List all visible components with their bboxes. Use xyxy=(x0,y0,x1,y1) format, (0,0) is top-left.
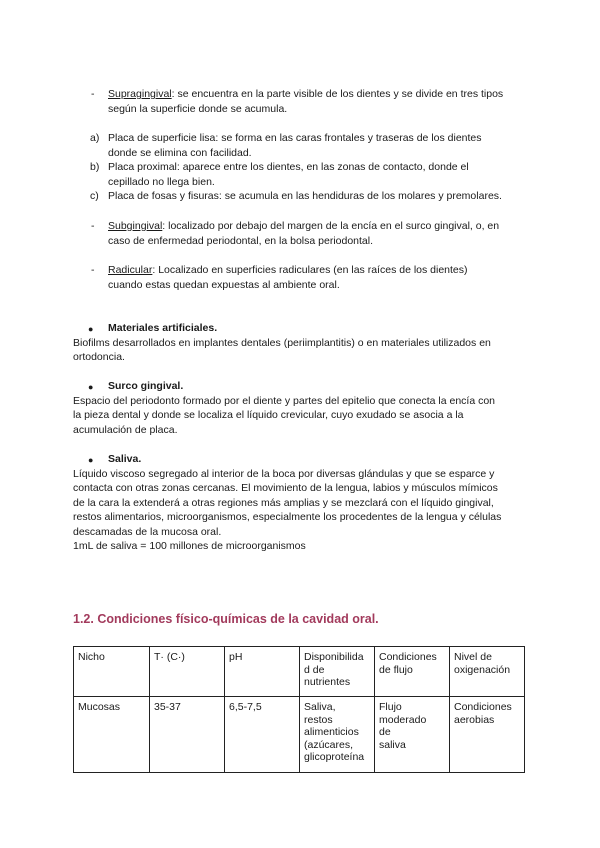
subsection-line: según la superficie donde se acumula. xyxy=(108,102,288,115)
table-row xyxy=(74,697,525,773)
paragraph-line: acumulación de placa. xyxy=(73,423,178,436)
paragraph-line: ortodoncia. xyxy=(73,351,125,363)
header-cell: pH xyxy=(225,647,300,697)
table-cell: Flujo moderado de saliva xyxy=(375,697,450,773)
section-title: Materiales artificiales. xyxy=(108,322,218,334)
section-title: Surco gingival. xyxy=(108,380,184,392)
subsection-line: Subgingival: localizado por debajo del margen de la encía en el surco gingival, o, en xyxy=(108,220,500,232)
paragraph-line: de la cara la extenderá a otras regiones más amplias y se mezclará con el líquido gingival, xyxy=(73,496,494,509)
list-marker: b) xyxy=(90,161,100,173)
list-item: Placa proximal: aparece entre los dientes, en las zonas de contacto, donde el xyxy=(108,161,469,173)
list-item: Placa de superficie lisa: se forma en las caras frontales y traseras de los dientes xyxy=(108,132,482,144)
paragraph-line: Espacio del periodonto formado por el diente y partes del epitelio que conecta la encía con xyxy=(73,394,496,407)
section-heading: 1.2. Condiciones físico-químicas de la cavidad oral. xyxy=(73,612,379,626)
table-cell: Mucosas xyxy=(74,697,150,773)
conditions-table xyxy=(73,646,525,773)
paragraph-line: restos alimentarios, microorganismos, especialmente los procedentes de la lengua y células xyxy=(73,511,502,523)
paragraph-line: 1mL de saliva = 100 millones de microorganismos xyxy=(73,540,306,552)
header-cell: Nicho xyxy=(74,647,150,697)
bullet-icon: ● xyxy=(88,382,94,392)
section-title: Saliva. xyxy=(108,453,142,465)
term-subgingival: Subgingival xyxy=(108,220,163,232)
paragraph-line: la pieza dental y donde se localiza el líquido crevicular, cuyo exudado se asocia a la xyxy=(73,409,464,421)
header-cell: T· (C·) xyxy=(150,647,225,697)
list-marker: a) xyxy=(90,132,100,144)
term-radicular: Radicular xyxy=(108,264,153,276)
list-item: cepillado no llega bien. xyxy=(108,175,215,188)
subsection-line: cuando estas quedan expuestas al ambiente oral. xyxy=(108,278,340,291)
list-item: Placa de fosas y fisuras: se acumula en las hendiduras de los molares y premolares. xyxy=(108,190,502,202)
dash-marker: - xyxy=(91,264,95,276)
subsection-line: caso de enfermedad periodontal, en la bolsa periodontal. xyxy=(108,234,374,247)
table-header-row xyxy=(74,647,525,697)
term-supragingival: Supragingival xyxy=(108,88,172,100)
table-cell: Condiciones aerobias xyxy=(450,697,525,773)
table-cell: 6,5-7,5 xyxy=(225,697,300,773)
dash-marker: - xyxy=(91,220,95,232)
bullet-icon: ● xyxy=(88,455,94,465)
subsection-line: Radicular: Localizado en superficies radiculares (en las raíces de los dientes) xyxy=(108,264,468,276)
header-cell: Disponibilida d de nutrientes xyxy=(300,647,375,697)
paragraph-line: Biofilms desarrollados en implantes dentales (periimplantitis) o en materiales utilizados en xyxy=(73,336,491,349)
dash-marker: - xyxy=(91,88,95,100)
bullet-icon: ● xyxy=(88,324,94,334)
list-marker: c) xyxy=(90,190,99,202)
paragraph-line: contacta con otras zonas cercanas. El movimiento de la lengua, labios y músculos mímicos xyxy=(73,482,498,494)
paragraph-line: Líquido viscoso segregado al interior de la boca por diversas glándulas y que se esparce y xyxy=(73,467,495,480)
header-cell: Nivel de oxigenación xyxy=(450,647,525,697)
table-cell: Saliva, restos alimenticios (azúcares, glicoproteína xyxy=(300,697,375,773)
table-cell: 35-37 xyxy=(150,697,225,773)
subsection-line: Supragingival: se encuentra en la parte visible de los dientes y se divide en tres tipos xyxy=(108,88,504,100)
list-item: donde se elimina con facilidad. xyxy=(108,146,252,159)
header-cell: Condiciones de flujo xyxy=(375,647,450,697)
paragraph-line: descamadas de la mucosa oral. xyxy=(73,525,222,538)
